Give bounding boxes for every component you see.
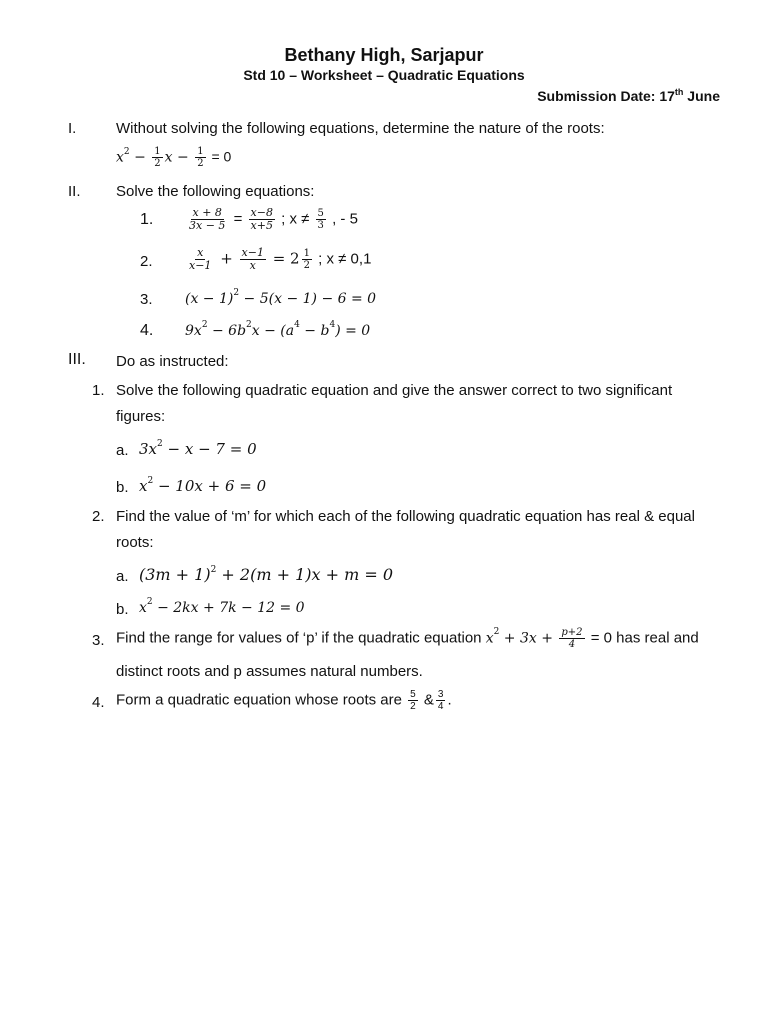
fraction: $\frac{x-1}{x}$ (241, 246, 264, 273)
section-3-question-4-text: Form a quadratic equation whose roots are $\frac{5}{2}$ & $\frac{3}{4}$ . (116, 689, 452, 712)
subpart-label: b. (116, 479, 129, 496)
section-3-question-2-text-cont: roots: (116, 534, 154, 551)
section-2-question-2: $\frac{x}{x-1}$ + $\frac{x-1}{x}$ = 2 $\frac{1}{2}$ ; x ≠ 0,1 (189, 246, 372, 273)
fraction: $\frac{1}{2}$ (303, 248, 310, 272)
question-number: 2. (140, 253, 153, 270)
section-1-instruction: Without solving the following equations, determine the nature of the roots: (116, 120, 605, 137)
section-3-question-2-text: Find the value of ‘m’ for which each of the following quadratic equation has real & equal (116, 508, 695, 525)
subpart-label: a. (116, 442, 129, 459)
section-2-question-1: $\frac{x + 8}{3x - 5}$ = $\frac{x-8}{x+5}$ ; x ≠ $\frac{5}{3}$ , - 5 (189, 206, 358, 233)
question-number: 2. (92, 508, 105, 525)
subpart-label: a. (116, 568, 129, 585)
subpart-label: b. (116, 601, 129, 618)
fraction: $\frac{3}{4}$ (437, 689, 444, 712)
section-numeral-2: II. (68, 183, 81, 200)
section-3-q2-part-b: $x^2 - 2kx + 7k - 12 = 0$ (139, 597, 305, 616)
question-number: 1. (140, 211, 154, 228)
question-number: 3. (92, 632, 105, 649)
section-2-question-4: $9x^2 - 6b^2x - (a^4 - b^4) = 0$ (185, 320, 371, 339)
fraction: $\frac{x + 8}{3x - 5}$ (189, 206, 226, 233)
school-name: Bethany High, Sarjapur (284, 45, 484, 65)
section-3-q2-part-a: $(3m + 1)^2 + 2(m + 1)x + m = 0$ (139, 565, 394, 584)
section-2-instruction: Solve the following equations: (116, 183, 315, 200)
section-2-question-3: $(x - 1)^2 - 5(x - 1) - 6 = 0$ (185, 288, 377, 307)
section-3-question-3-text: Find the range for values of ‘p’ if the quadratic equation $x^2 + 3x$ + $\frac{p+2}{4}$ = 0 has real and (116, 627, 699, 650)
section-3-instruction: Do as instructed: (116, 353, 229, 370)
question-number: 3. (140, 291, 153, 308)
section-3-q1-part-b: $x^2 - 10x + 6 = 0$ (139, 476, 267, 495)
fraction: $\frac{1}{2}$ (154, 146, 161, 169)
question-number: 4. (140, 322, 154, 339)
section-numeral-3: III. (68, 351, 86, 368)
question-number: 1. (92, 382, 105, 399)
question-number: 4. (92, 694, 105, 711)
worksheet-subtitle: Std 10 – Worksheet – Quadratic Equations (243, 67, 525, 83)
fraction: $\frac{5}{2}$ (410, 689, 416, 712)
section-1-equation: $x^2$ − $\frac{1}{2}$ x − $\frac{1}{2}$ = 0 (116, 146, 232, 169)
fraction: $\frac{x-8}{x+5}$ (250, 206, 273, 233)
section-numeral-1: I. (68, 120, 77, 137)
section-3-question-1-text: Solve the following quadratic equation and give the answer correct to two significant (116, 382, 673, 399)
submission-date: Submission Date: 17th June (537, 87, 720, 104)
section-3-question-1-text-cont: figures: (116, 408, 166, 425)
fraction: $\frac{x}{x-1}$ (189, 246, 212, 273)
fraction: $\frac{1}{2}$ (197, 146, 204, 169)
fraction: $\frac{p+2}{4}$ (561, 627, 583, 650)
fraction: $\frac{5}{3}$ (317, 208, 324, 232)
section-3-question-3-text-cont: distinct roots and p assumes natural numbers. (116, 663, 423, 680)
section-3-q1-part-a: $3x^2 - x - 7 = 0$ (139, 439, 257, 458)
